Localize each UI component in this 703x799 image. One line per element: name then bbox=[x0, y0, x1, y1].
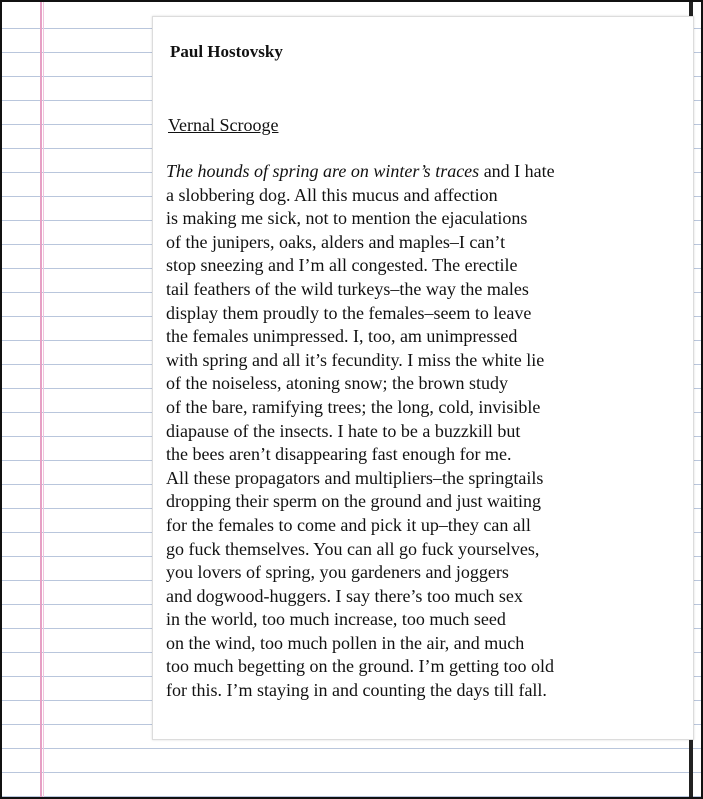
poem-line: you lovers of spring, you gardeners and joggers bbox=[166, 562, 509, 583]
poem-line: too much begetting on the ground. I’m getting too old bbox=[166, 656, 554, 677]
poem-line bbox=[166, 160, 555, 184]
poem-line: for this. I’m staying in and counting the days till fall. bbox=[166, 680, 547, 701]
margin-line bbox=[40, 2, 42, 797]
poem-line: with spring and all it’s fecundity. I miss the white lie bbox=[166, 349, 545, 370]
poem-line: go fuck themselves. You can all go fuck yourselves, bbox=[166, 538, 540, 559]
margin-line-secondary bbox=[43, 2, 44, 797]
poem-line: for the females to come and pick it up–they can all bbox=[166, 514, 531, 535]
poem-line: in the world, too much increase, too much seed bbox=[166, 609, 506, 630]
poem-line: diapause of the insects. I hate to be a buzzkill but bbox=[166, 420, 521, 441]
poem-line: the females unimpressed. I, too, am unimpressed bbox=[166, 326, 518, 347]
poem-line: dropping their sperm on the ground and just waiting bbox=[166, 491, 541, 512]
poem-line: the bees aren’t disappearing fast enough for me. bbox=[166, 444, 512, 465]
poem-line: stop sneezing and I’m all congested. The erectile bbox=[166, 255, 518, 276]
poem-line-text: and I hate bbox=[479, 161, 555, 181]
poem-line: is making me sick, not to mention the ejaculations bbox=[166, 208, 528, 229]
poem-line: display them proudly to the females–seem to leave bbox=[166, 302, 532, 323]
poem-line: on the wind, too much pollen in the air, and much bbox=[166, 632, 525, 653]
poem-line: tail feathers of the wild turkeys–the way the males bbox=[166, 278, 529, 299]
poem-epigraph-quote: The hounds of spring are on winter’s traces bbox=[166, 161, 480, 181]
poem-line: of the junipers, oaks, alders and maples–I can’t bbox=[166, 231, 506, 252]
poem-line: a slobbering dog. All this mucus and affection bbox=[166, 184, 498, 205]
poem-line: of the bare, ramifying trees; the long, cold, invisible bbox=[166, 396, 541, 417]
poem-line: of the noiseless, atoning snow; the brown study bbox=[166, 373, 508, 394]
poem-line: All these propagators and multipliers–the springtails bbox=[166, 467, 544, 488]
poem-line: and dogwood-huggers. I say there’s too much sex bbox=[166, 585, 523, 606]
poem-body bbox=[166, 160, 555, 703]
poem-title: Vernal Scrooge bbox=[168, 115, 279, 135]
poem-author: Paul Hostovsky bbox=[170, 42, 283, 61]
